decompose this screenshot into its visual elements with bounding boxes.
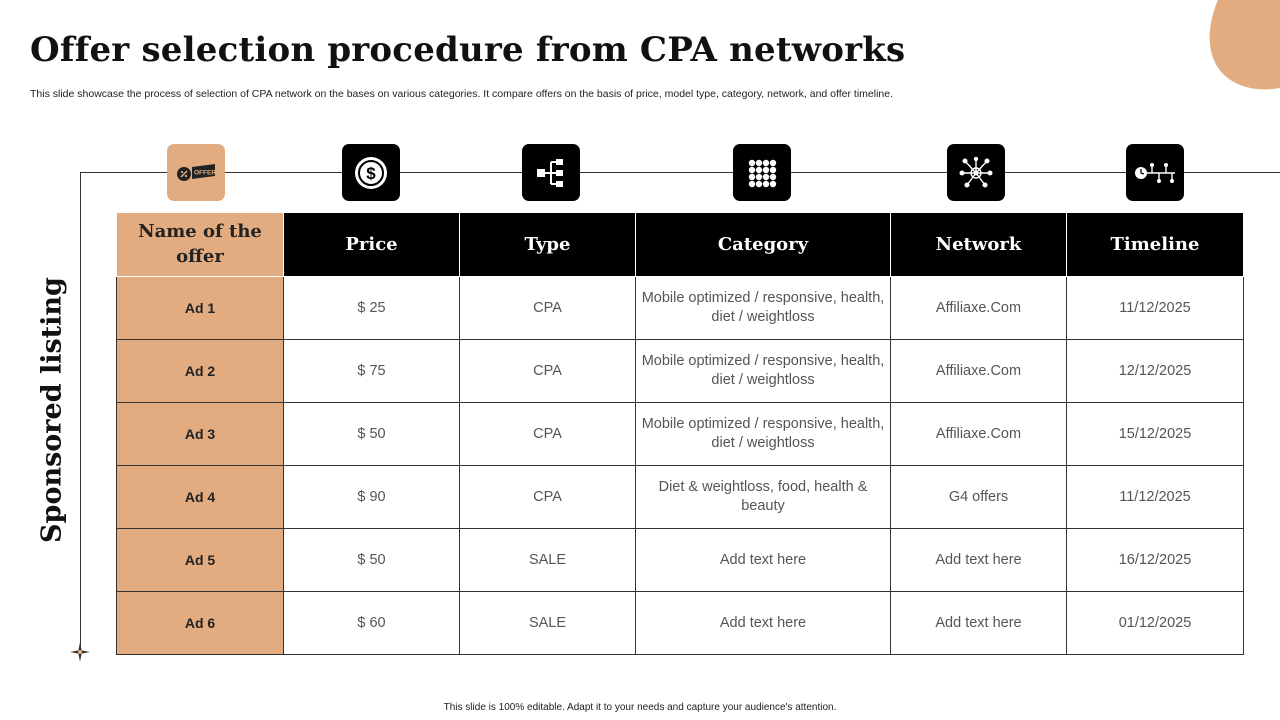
table-cell: Diet & weightloss, food, health & beauty <box>636 466 891 529</box>
table-row <box>117 592 1244 655</box>
star-marker-icon <box>70 642 90 662</box>
decorative-blob <box>1208 0 1280 92</box>
table-cell: Ad 1 <box>117 277 284 340</box>
table-row <box>117 403 1244 466</box>
column-header: Category <box>636 213 891 277</box>
table-header-row <box>117 213 1244 277</box>
hierarchy-icon <box>522 144 580 201</box>
column-header: Timeline <box>1067 213 1244 277</box>
slide-title: Offer selection procedure from CPA networks <box>30 30 906 70</box>
network-icon <box>947 144 1005 201</box>
table-cell: 16/12/2025 <box>1067 529 1244 592</box>
offer-tag-icon <box>167 144 225 201</box>
table-cell: Affiliaxe.Com <box>891 340 1067 403</box>
table-cell: $ 90 <box>284 466 460 529</box>
svg-text:OFFER: OFFER <box>194 169 217 176</box>
table-cell: Ad 2 <box>117 340 284 403</box>
table-cell: CPA <box>460 340 636 403</box>
table-cell: Mobile optimized / responsive, health, diet / weightloss <box>636 403 891 466</box>
table-cell: SALE <box>460 529 636 592</box>
table-cell: Ad 3 <box>117 403 284 466</box>
timeline-icon <box>1126 144 1184 201</box>
table-row <box>117 277 1244 340</box>
table-row <box>117 529 1244 592</box>
side-label: Sponsored listing <box>36 277 68 543</box>
table-cell: 15/12/2025 <box>1067 403 1244 466</box>
table-cell: Ad 5 <box>117 529 284 592</box>
slide-subtitle: This slide showcase the process of selection of CPA network on the bases on various categories. It compare offers on the basis of price, model type, category, network, and offer timeline. <box>30 88 894 100</box>
column-header: Price <box>284 213 460 277</box>
table-cell: $ 75 <box>284 340 460 403</box>
table-row <box>117 340 1244 403</box>
table-cell: $ 50 <box>284 403 460 466</box>
timeline-horizontal-line <box>80 172 1280 173</box>
table-cell: Affiliaxe.Com <box>891 277 1067 340</box>
table-cell: Add text here <box>636 529 891 592</box>
table-cell: Ad 4 <box>117 466 284 529</box>
table-cell: $ 25 <box>284 277 460 340</box>
table-cell: 12/12/2025 <box>1067 340 1244 403</box>
table-cell: $ 50 <box>284 529 460 592</box>
svg-text:$: $ <box>366 163 376 183</box>
slide-footer: This slide is 100% editable. Adapt it to your needs and capture your audience's attention. <box>443 702 837 713</box>
table-cell: CPA <box>460 466 636 529</box>
offers-table <box>116 212 1244 655</box>
column-header: Type <box>460 213 636 277</box>
table-cell: 11/12/2025 <box>1067 277 1244 340</box>
dollar-coin-icon <box>342 144 400 201</box>
table-cell: $ 60 <box>284 592 460 655</box>
table-cell: CPA <box>460 277 636 340</box>
table-cell: Add text here <box>891 592 1067 655</box>
table-cell: Ad 6 <box>117 592 284 655</box>
table-cell: Affiliaxe.Com <box>891 403 1067 466</box>
table-cell: G4 offers <box>891 466 1067 529</box>
table-cell: Add text here <box>636 592 891 655</box>
table-cell: 01/12/2025 <box>1067 592 1244 655</box>
column-header: Name of the offer <box>117 213 284 277</box>
table-cell: SALE <box>460 592 636 655</box>
table-cell: CPA <box>460 403 636 466</box>
table-row <box>117 466 1244 529</box>
table-cell: Add text here <box>891 529 1067 592</box>
grid-dots-icon <box>733 144 791 201</box>
table-cell: Mobile optimized / responsive, health, diet / weightloss <box>636 277 891 340</box>
timeline-vertical-line <box>80 172 81 652</box>
column-header: Network <box>891 213 1067 277</box>
table-cell: Mobile optimized / responsive, health, diet / weightloss <box>636 340 891 403</box>
table-cell: 11/12/2025 <box>1067 466 1244 529</box>
